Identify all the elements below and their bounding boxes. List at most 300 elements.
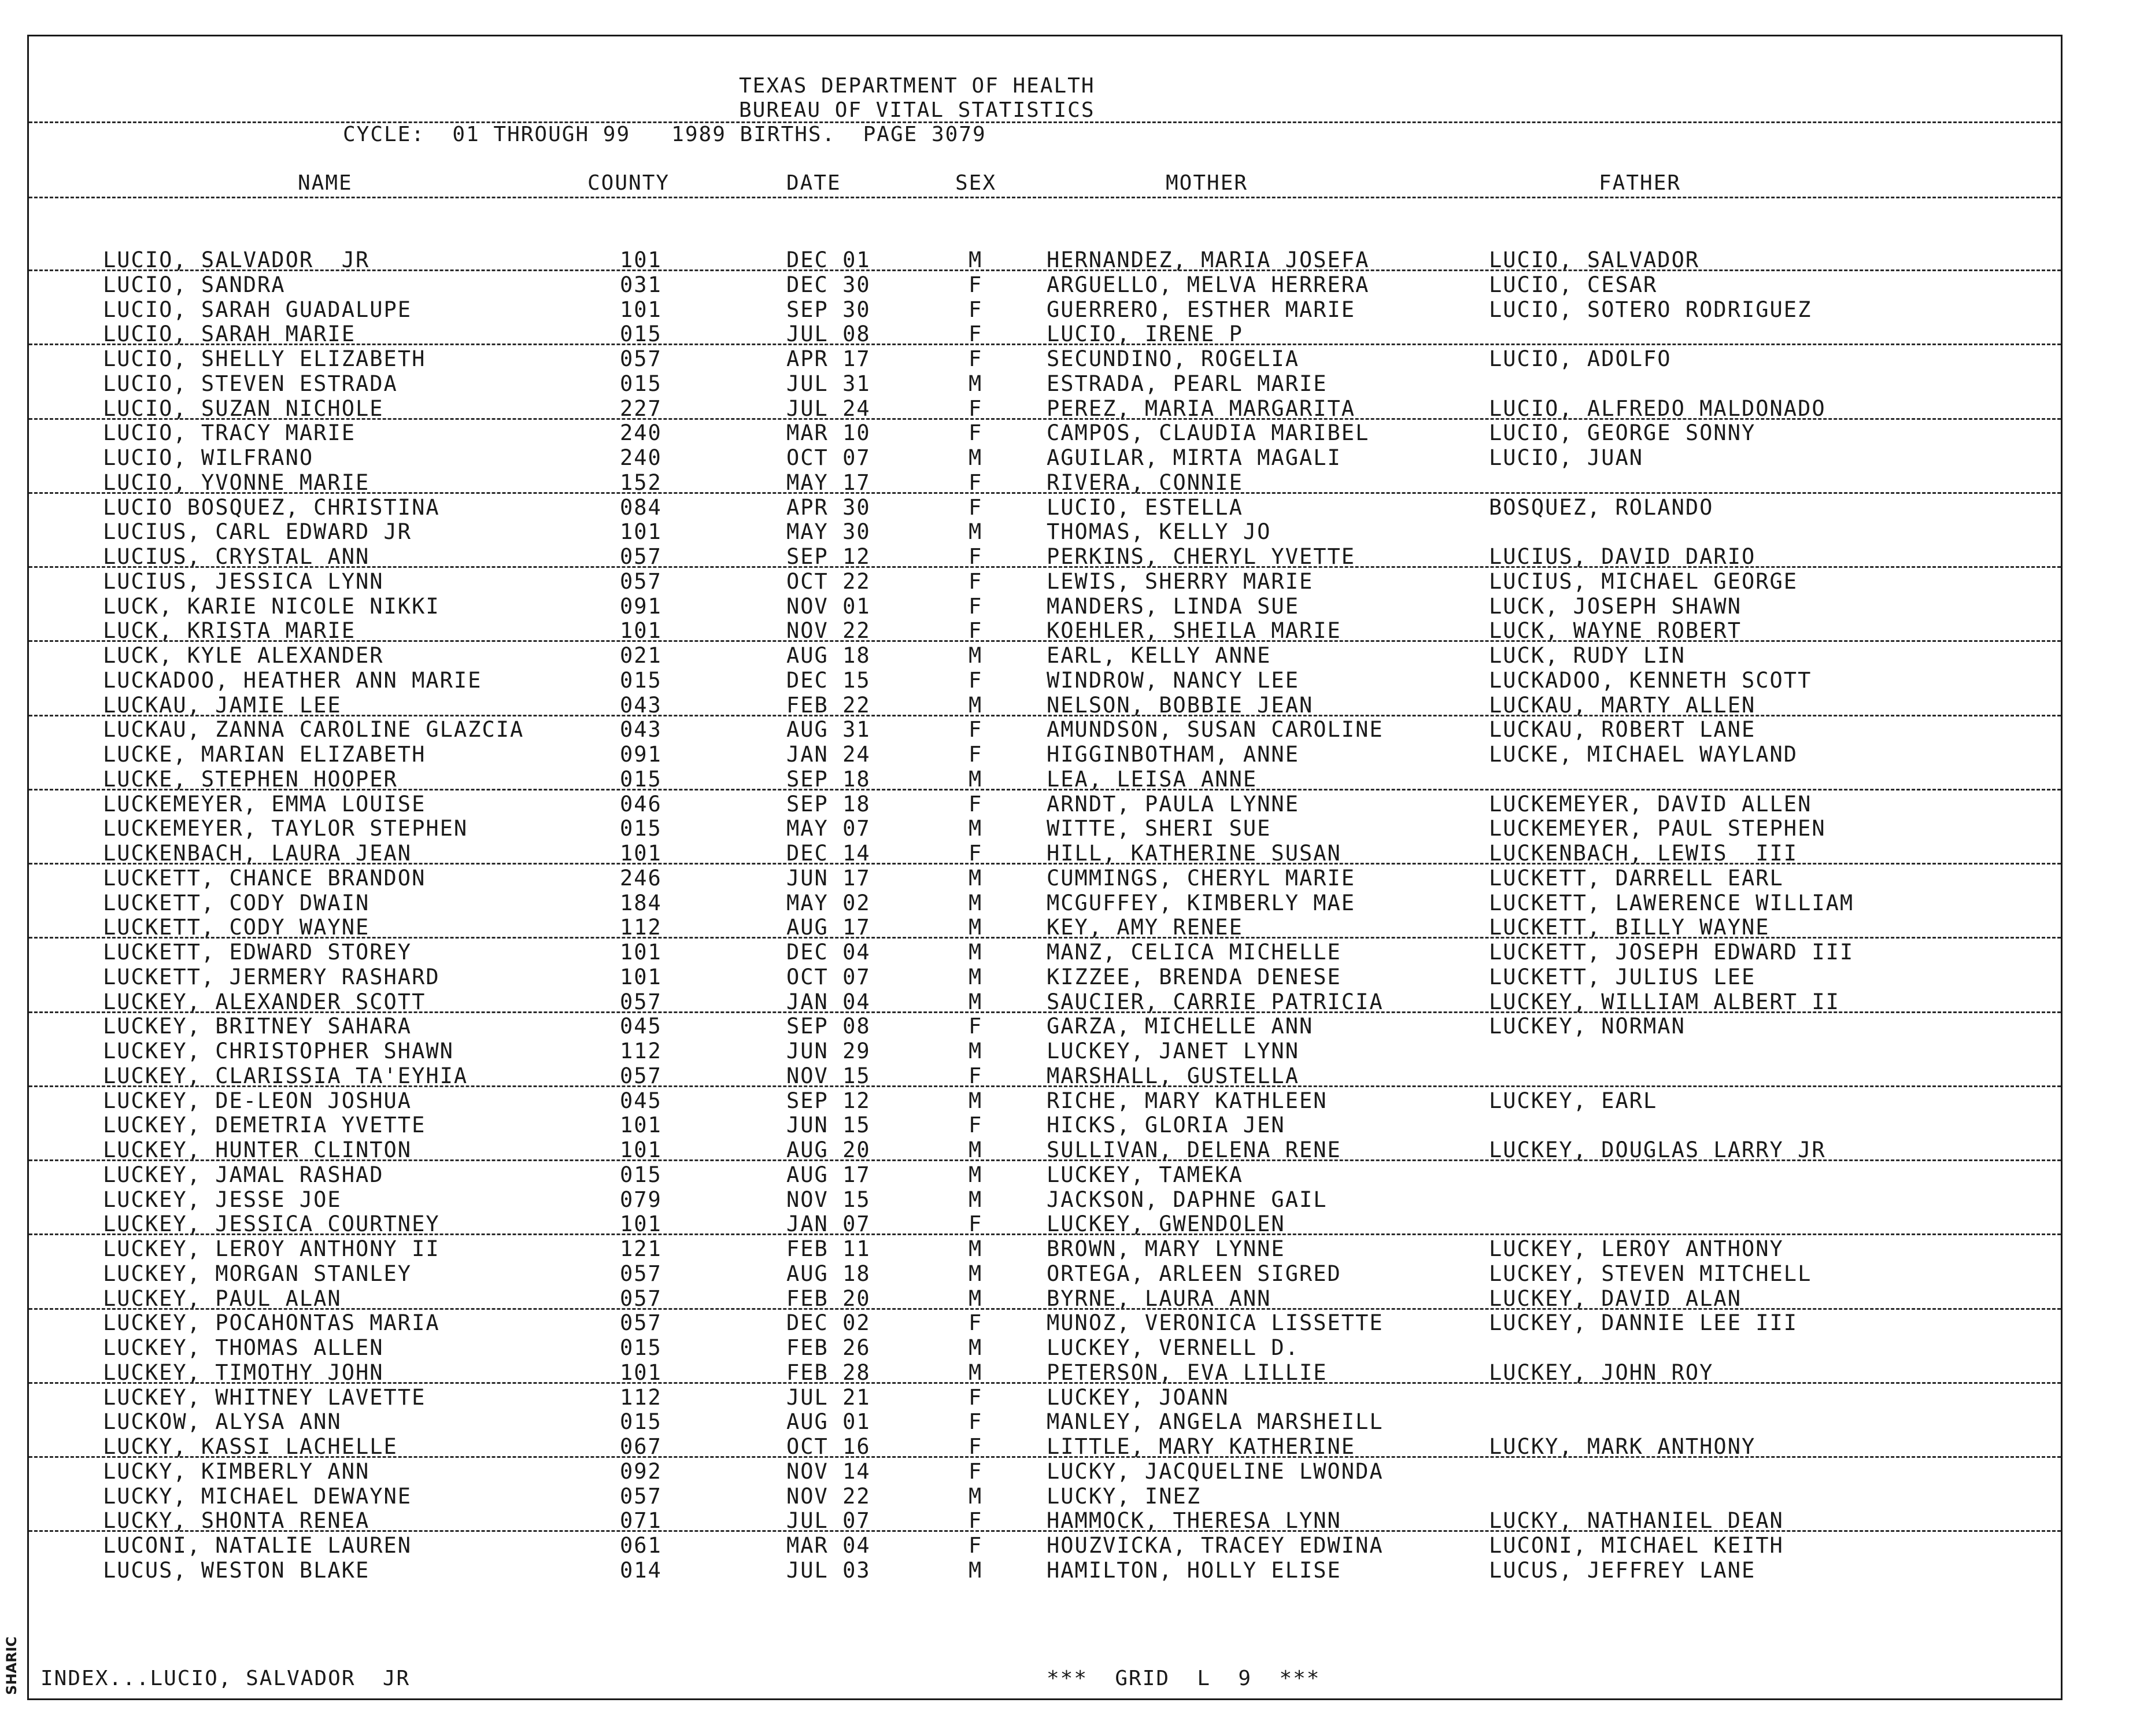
cell-sex: F bbox=[969, 544, 983, 569]
cell-mother: ARGUELLO, MELVA HERRERA bbox=[1047, 272, 1370, 297]
cell-sex: F bbox=[969, 1384, 983, 1410]
table-row bbox=[0, 420, 2129, 445]
table-row bbox=[0, 1335, 2129, 1360]
cell-date: JUL 03 bbox=[786, 1557, 871, 1583]
row-group-divider bbox=[29, 343, 2061, 345]
cell-county: 057 bbox=[620, 568, 662, 594]
table-row bbox=[0, 965, 2129, 989]
table-row bbox=[0, 1508, 2129, 1533]
table-row bbox=[0, 866, 2129, 891]
cell-sex: F bbox=[969, 618, 983, 644]
cell-sex: M bbox=[969, 1335, 983, 1360]
cell-date: NOV 14 bbox=[786, 1458, 871, 1484]
cell-sex: F bbox=[969, 322, 983, 347]
cell-father: LUCKENBACH, LEWIS III bbox=[1489, 841, 1798, 866]
column-header-name: NAME bbox=[298, 171, 353, 195]
cell-name: LUCKENBACH, LAURA JEAN bbox=[103, 841, 412, 866]
table-row bbox=[0, 915, 2129, 940]
row-group-divider bbox=[29, 269, 2061, 271]
table-row bbox=[0, 495, 2129, 520]
cell-county: 014 bbox=[620, 1557, 662, 1583]
cell-father: LUCIO, SALVADOR bbox=[1489, 248, 1700, 272]
cell-date: JUL 07 bbox=[786, 1508, 871, 1534]
table-row bbox=[0, 272, 2129, 297]
cell-name: LUCKEMEYER, EMMA LOUISE bbox=[103, 791, 426, 817]
cell-mother: MCGUFFEY, KIMBERLY MAE bbox=[1047, 890, 1356, 915]
cell-sex: F bbox=[969, 1434, 983, 1459]
cell-date: AUG 20 bbox=[786, 1137, 871, 1162]
cell-father: LUCIO, GEORGE SONNY bbox=[1489, 420, 1756, 446]
table-row bbox=[0, 396, 2129, 421]
cell-name: LUCIO BOSQUEZ, CHRISTINA bbox=[103, 494, 440, 520]
cell-date: JUL 31 bbox=[786, 371, 871, 396]
cell-name: LUCIUS, CARL EDWARD JR bbox=[103, 519, 412, 545]
cell-sex: F bbox=[969, 791, 983, 817]
cell-county: 015 bbox=[620, 667, 662, 693]
cell-father: LUCKE, MICHAEL WAYLAND bbox=[1489, 742, 1798, 767]
cell-mother: LUCKEY, VERNELL D. bbox=[1047, 1335, 1299, 1360]
cell-name: LUCK, KYLE ALEXANDER bbox=[103, 643, 384, 668]
cell-date: AUG 17 bbox=[786, 1162, 871, 1187]
cell-mother: PEREZ, MARIA MARGARITA bbox=[1047, 396, 1356, 421]
cell-name: LUCKEY, LEROY ANTHONY II bbox=[103, 1236, 440, 1261]
table-row bbox=[0, 767, 2129, 792]
table-row bbox=[0, 1533, 2129, 1558]
cell-county: 015 bbox=[620, 766, 662, 792]
cell-county: 015 bbox=[620, 1335, 662, 1360]
table-row bbox=[0, 1385, 2129, 1410]
cell-mother: AMUNDSON, SUSAN CAROLINE bbox=[1047, 717, 1384, 743]
cell-mother: EARL, KELLY ANNE bbox=[1047, 643, 1272, 668]
cell-sex: F bbox=[969, 1113, 983, 1138]
cell-name: LUCKEY, MORGAN STANLEY bbox=[103, 1261, 412, 1286]
table-row bbox=[0, 1187, 2129, 1212]
cell-date: JUL 21 bbox=[786, 1384, 871, 1410]
table-row bbox=[0, 1434, 2129, 1459]
cell-father: LUCKADOO, KENNETH SCOTT bbox=[1489, 667, 1812, 693]
cell-county: 057 bbox=[620, 544, 662, 569]
cell-sex: M bbox=[969, 445, 983, 470]
cell-name: LUCIO, TRACY MARIE bbox=[103, 420, 356, 446]
table-row bbox=[0, 1063, 2129, 1088]
cell-name: LUCKEY, PAUL ALAN bbox=[103, 1286, 342, 1311]
table-row bbox=[0, 841, 2129, 866]
cell-name: LUCKETT, CHANCE BRANDON bbox=[103, 865, 426, 891]
cell-sex: F bbox=[969, 272, 983, 297]
table-row bbox=[0, 569, 2129, 594]
cell-county: 084 bbox=[620, 494, 662, 520]
cell-father: LUCIUS, MICHAEL GEORGE bbox=[1489, 568, 1798, 594]
cell-sex: M bbox=[969, 1236, 983, 1261]
cell-county: 079 bbox=[620, 1187, 662, 1212]
cell-mother: CAMPOS, CLAUDIA MARIBEL bbox=[1047, 420, 1370, 446]
cell-father: LUCKETT, JULIUS LEE bbox=[1489, 964, 1756, 989]
cell-mother: ARNDT, PAULA LYNNE bbox=[1047, 791, 1299, 817]
cell-sex: F bbox=[969, 1211, 983, 1237]
cell-mother: MANZ, CELICA MICHELLE bbox=[1047, 940, 1341, 965]
cell-date: SEP 08 bbox=[786, 1014, 871, 1039]
cell-name: LUCKY, MICHAEL DEWAYNE bbox=[103, 1483, 412, 1509]
cell-county: 101 bbox=[620, 940, 662, 965]
cell-name: LUCKADOO, HEATHER ANN MARIE bbox=[103, 667, 482, 693]
cell-sex: M bbox=[969, 940, 983, 965]
cell-date: DEC 02 bbox=[786, 1310, 871, 1336]
cell-father: LUCKETT, BILLY WAYNE bbox=[1489, 915, 1770, 940]
cell-mother: CUMMINGS, CHERYL MARIE bbox=[1047, 865, 1356, 891]
cell-date: JUN 29 bbox=[786, 1039, 871, 1063]
cell-name: LUCKOW, ALYSA ANN bbox=[103, 1409, 342, 1435]
cell-name: LUCKAU, ZANNA CAROLINE GLAZCIA bbox=[103, 717, 524, 743]
cell-sex: F bbox=[969, 396, 983, 421]
cell-county: 112 bbox=[620, 1039, 662, 1063]
cell-sex: M bbox=[969, 519, 983, 545]
row-group-divider bbox=[29, 418, 2061, 420]
cell-sex: M bbox=[969, 816, 983, 841]
cell-mother: LITTLE, MARY KATHERINE bbox=[1047, 1434, 1356, 1459]
table-row bbox=[0, 1310, 2129, 1335]
cell-mother: RIVERA, CONNIE bbox=[1047, 470, 1243, 495]
cell-name: LUCIUS, CRYSTAL ANN bbox=[103, 544, 370, 569]
cell-sex: F bbox=[969, 841, 983, 866]
cell-name: LUCKE, MARIAN ELIZABETH bbox=[103, 742, 426, 767]
cell-father: LUCKEMEYER, DAVID ALLEN bbox=[1489, 791, 1812, 817]
cell-name: LUCKEY, TIMOTHY JOHN bbox=[103, 1360, 384, 1385]
cell-date: OCT 07 bbox=[786, 964, 871, 989]
cell-father: LUCKEMEYER, PAUL STEPHEN bbox=[1489, 816, 1826, 841]
cell-date: FEB 11 bbox=[786, 1236, 871, 1261]
cell-sex: F bbox=[969, 1063, 983, 1088]
cell-date: DEC 14 bbox=[786, 841, 871, 866]
table-row bbox=[0, 618, 2129, 643]
table-row bbox=[0, 322, 2129, 346]
row-group-divider bbox=[29, 640, 2061, 642]
table-row bbox=[0, 668, 2129, 693]
cell-county: 092 bbox=[620, 1458, 662, 1484]
cell-mother: MARSHALL, GUSTELLA bbox=[1047, 1063, 1299, 1088]
table-row bbox=[0, 1014, 2129, 1039]
cell-father: LUCIO, ALFREDO MALDONADO bbox=[1489, 396, 1826, 421]
cell-sex: F bbox=[969, 568, 983, 594]
cell-sex: F bbox=[969, 1014, 983, 1039]
cell-father: LUCKEY, LEROY ANTHONY bbox=[1489, 1236, 1784, 1261]
cell-sex: M bbox=[969, 890, 983, 915]
cell-father: LUCIUS, DAVID DARIO bbox=[1489, 544, 1756, 569]
cell-county: 067 bbox=[620, 1434, 662, 1459]
table-row bbox=[0, 891, 2129, 915]
header-title: TEXAS DEPARTMENT OF HEALTH bbox=[739, 74, 1095, 98]
cell-county: 240 bbox=[620, 445, 662, 470]
cell-date: OCT 07 bbox=[786, 445, 871, 470]
cell-county: 015 bbox=[620, 816, 662, 841]
table-row bbox=[0, 717, 2129, 742]
cell-mother: PETERSON, EVA LILLIE bbox=[1047, 1360, 1328, 1385]
cell-date: AUG 01 bbox=[786, 1409, 871, 1435]
column-header-divider bbox=[29, 197, 2061, 198]
cell-father: LUCKEY, WILLIAM ALBERT II bbox=[1489, 989, 1840, 1014]
row-group-divider bbox=[29, 715, 2061, 716]
cell-sex: M bbox=[969, 1162, 983, 1187]
cell-county: 101 bbox=[620, 1113, 662, 1138]
cell-sex: F bbox=[969, 593, 983, 619]
cell-date: SEP 12 bbox=[786, 544, 871, 569]
cell-mother: PERKINS, CHERYL YVETTE bbox=[1047, 544, 1356, 569]
cell-name: LUCKEY, HUNTER CLINTON bbox=[103, 1137, 412, 1162]
cell-date: DEC 15 bbox=[786, 667, 871, 693]
cell-county: 031 bbox=[620, 272, 662, 297]
table-row bbox=[0, 1558, 2129, 1583]
cell-name: LUCUS, WESTON BLAKE bbox=[103, 1557, 370, 1583]
cell-sex: F bbox=[969, 1508, 983, 1534]
cell-date: SEP 12 bbox=[786, 1088, 871, 1113]
table-row bbox=[0, 792, 2129, 817]
cell-father: BOSQUEZ, ROLANDO bbox=[1489, 494, 1714, 520]
table-row bbox=[0, 940, 2129, 965]
cell-mother: LEA, LEISA ANNE bbox=[1047, 766, 1258, 792]
header-cycle: CYCLE: 01 THROUGH 99 1989 BIRTHS. PAGE 3079 bbox=[343, 123, 986, 146]
row-group-divider bbox=[29, 863, 2061, 865]
cell-sex: F bbox=[969, 420, 983, 446]
cell-mother: LUCKY, JACQUELINE LWONDA bbox=[1047, 1458, 1384, 1484]
cell-date: DEC 01 bbox=[786, 248, 871, 272]
cell-date: SEP 18 bbox=[786, 791, 871, 817]
side-label: SHARIC bbox=[3, 1637, 20, 1695]
cell-father: LUCKEY, DAVID ALAN bbox=[1489, 1286, 1742, 1311]
cell-date: MAR 10 bbox=[786, 420, 871, 446]
cell-name: LUCKEY, DEMETRIA YVETTE bbox=[103, 1113, 426, 1138]
table-row bbox=[0, 643, 2129, 668]
cell-father: LUCK, RUDY LIN bbox=[1489, 643, 1686, 668]
cell-date: MAR 04 bbox=[786, 1533, 871, 1558]
cell-name: LUCIO, SARAH GUADALUPE bbox=[103, 297, 412, 322]
table-row bbox=[0, 693, 2129, 718]
cell-father: LUCKEY, DANNIE LEE III bbox=[1489, 1310, 1798, 1336]
cell-sex: M bbox=[969, 1286, 983, 1311]
cell-mother: KOEHLER, SHEILA MARIE bbox=[1047, 618, 1341, 644]
cell-mother: SULLIVAN, DELENA RENE bbox=[1047, 1137, 1341, 1162]
cell-name: LUCKETT, JERMERY RASHARD bbox=[103, 964, 440, 989]
cell-date: MAY 02 bbox=[786, 890, 871, 915]
column-header-father: FATHER bbox=[1599, 171, 1681, 195]
cell-mother: HIGGINBOTHAM, ANNE bbox=[1047, 742, 1299, 767]
cell-sex: M bbox=[969, 1360, 983, 1385]
cell-name: LUCKEY, BRITNEY SAHARA bbox=[103, 1014, 412, 1039]
cell-date: MAY 07 bbox=[786, 816, 871, 841]
cell-sex: M bbox=[969, 766, 983, 792]
cell-county: 057 bbox=[620, 1483, 662, 1509]
cell-county: 101 bbox=[620, 964, 662, 989]
table-row bbox=[0, 1039, 2129, 1063]
cell-county: 043 bbox=[620, 692, 662, 718]
cell-father: LUCONI, MICHAEL KEITH bbox=[1489, 1533, 1784, 1558]
cell-mother: HICKS, GLORIA JEN bbox=[1047, 1113, 1285, 1138]
cell-date: NOV 22 bbox=[786, 618, 871, 644]
cell-name: LUCKEY, JAMAL RASHAD bbox=[103, 1162, 384, 1187]
cell-date: DEC 04 bbox=[786, 940, 871, 965]
cell-mother: BROWN, MARY LYNNE bbox=[1047, 1236, 1285, 1261]
cell-sex: F bbox=[969, 346, 983, 371]
cell-name: LUCKEY, CLARISSIA TA'EYHIA bbox=[103, 1063, 468, 1088]
row-group-divider bbox=[29, 1011, 2061, 1013]
cell-mother: SAUCIER, CARRIE PATRICIA bbox=[1047, 989, 1384, 1014]
cell-county: 015 bbox=[620, 371, 662, 396]
cell-name: LUCIO, SANDRA bbox=[103, 272, 286, 297]
table-row bbox=[0, 445, 2129, 470]
cell-sex: M bbox=[969, 964, 983, 989]
table-row bbox=[0, 470, 2129, 495]
cell-county: 057 bbox=[620, 989, 662, 1014]
cell-county: 057 bbox=[620, 1310, 662, 1336]
cell-mother: HAMMOCK, THERESA LYNN bbox=[1047, 1508, 1341, 1534]
cell-mother: RICHE, MARY KATHLEEN bbox=[1047, 1088, 1328, 1113]
cell-date: FEB 22 bbox=[786, 692, 871, 718]
cell-father: LUCIO, CESAR bbox=[1489, 272, 1658, 297]
cell-name: LUCKY, KIMBERLY ANN bbox=[103, 1458, 370, 1484]
row-group-divider bbox=[29, 1530, 2061, 1532]
cell-mother: BYRNE, LAURA ANN bbox=[1047, 1286, 1272, 1311]
cell-name: LUCKEY, JESSE JOE bbox=[103, 1187, 342, 1212]
cell-name: LUCKEY, WHITNEY LAVETTE bbox=[103, 1384, 426, 1410]
row-group-divider bbox=[29, 492, 2061, 494]
cell-name: LUCKY, KASSI LACHELLE bbox=[103, 1434, 398, 1459]
cell-county: 061 bbox=[620, 1533, 662, 1558]
cell-date: FEB 20 bbox=[786, 1286, 871, 1311]
table-row bbox=[0, 1360, 2129, 1385]
cell-mother: NELSON, BOBBIE JEAN bbox=[1047, 692, 1314, 718]
column-header-date: DATE bbox=[786, 171, 841, 195]
cell-county: 101 bbox=[620, 1211, 662, 1237]
cell-county: 091 bbox=[620, 593, 662, 619]
row-group-divider bbox=[29, 566, 2061, 568]
table-row bbox=[0, 1261, 2129, 1286]
table-row bbox=[0, 1211, 2129, 1236]
cell-name: LUCKETT, CODY DWAIN bbox=[103, 890, 370, 915]
cell-county: 057 bbox=[620, 1261, 662, 1286]
cell-mother: GUERRERO, ESTHER MARIE bbox=[1047, 297, 1356, 322]
cell-mother: WITTE, SHERI SUE bbox=[1047, 816, 1272, 841]
cell-mother: HAMILTON, HOLLY ELISE bbox=[1047, 1557, 1341, 1583]
cell-county: 091 bbox=[620, 742, 662, 767]
cell-name: LUCK, KRISTA MARIE bbox=[103, 618, 356, 644]
cell-father: LUCK, WAYNE ROBERT bbox=[1489, 618, 1742, 644]
cell-mother: JACKSON, DAPHNE GAIL bbox=[1047, 1187, 1328, 1212]
cell-father: LUCKETT, DARRELL EARL bbox=[1489, 865, 1784, 891]
table-row bbox=[0, 544, 2129, 569]
cell-sex: M bbox=[969, 1039, 983, 1063]
cell-mother: AGUILAR, MIRTA MAGALI bbox=[1047, 445, 1341, 470]
cell-sex: M bbox=[969, 1137, 983, 1162]
table-row bbox=[0, 1113, 2129, 1137]
table-row bbox=[0, 248, 2129, 272]
cell-name: LUCONI, NATALIE LAUREN bbox=[103, 1533, 412, 1558]
cell-mother: GARZA, MICHELLE ANN bbox=[1047, 1014, 1314, 1039]
cell-sex: F bbox=[969, 1533, 983, 1558]
cell-date: JUL 24 bbox=[786, 396, 871, 421]
cell-date: DEC 30 bbox=[786, 272, 871, 297]
cell-county: 015 bbox=[620, 1409, 662, 1435]
cell-sex: F bbox=[969, 717, 983, 743]
cell-sex: F bbox=[969, 742, 983, 767]
cell-mother: KEY, AMY RENEE bbox=[1047, 915, 1243, 940]
cell-county: 152 bbox=[620, 470, 662, 495]
cell-date: AUG 18 bbox=[786, 643, 871, 668]
cell-date: NOV 15 bbox=[786, 1063, 871, 1088]
cell-date: JUL 08 bbox=[786, 322, 871, 347]
cell-sex: M bbox=[969, 643, 983, 668]
table-row bbox=[0, 1459, 2129, 1484]
row-group-divider bbox=[29, 1085, 2061, 1087]
cell-father: LUCKEY, STEVEN MITCHELL bbox=[1489, 1261, 1812, 1286]
row-group-divider bbox=[29, 937, 2061, 939]
cell-county: 045 bbox=[620, 1088, 662, 1113]
cell-mother: MANLEY, ANGELA MARSHEILL bbox=[1047, 1409, 1384, 1435]
cell-name: LUCKETT, EDWARD STOREY bbox=[103, 940, 412, 965]
cell-date: JAN 04 bbox=[786, 989, 871, 1014]
cell-date: NOV 01 bbox=[786, 593, 871, 619]
cell-date: OCT 16 bbox=[786, 1434, 871, 1459]
row-group-divider bbox=[29, 1233, 2061, 1235]
cell-father: LUCKEY, JOHN ROY bbox=[1489, 1360, 1714, 1385]
cell-name: LUCIO, SUZAN NICHOLE bbox=[103, 396, 384, 421]
cell-mother: WINDROW, NANCY LEE bbox=[1047, 667, 1299, 693]
table-row bbox=[0, 1236, 2129, 1261]
cell-father: LUCIO, ADOLFO bbox=[1489, 346, 1672, 371]
cell-date: FEB 26 bbox=[786, 1335, 871, 1360]
cell-father: LUCKETT, JOSEPH EDWARD III bbox=[1489, 940, 1854, 965]
cell-date: JAN 07 bbox=[786, 1211, 871, 1237]
cell-county: 043 bbox=[620, 717, 662, 743]
cell-county: 101 bbox=[620, 1360, 662, 1385]
cell-county: 112 bbox=[620, 1384, 662, 1410]
cell-date: APR 30 bbox=[786, 494, 871, 520]
cell-date: MAY 17 bbox=[786, 470, 871, 495]
cell-sex: M bbox=[969, 1088, 983, 1113]
cell-date: APR 17 bbox=[786, 346, 871, 371]
header-bureau: BUREAU OF VITAL STATISTICS bbox=[739, 98, 1095, 122]
cell-sex: M bbox=[969, 1483, 983, 1509]
cell-mother: MANDERS, LINDA SUE bbox=[1047, 593, 1299, 619]
table-row bbox=[0, 519, 2129, 544]
cell-mother: LUCKEY, JOANN bbox=[1047, 1384, 1229, 1410]
row-group-divider bbox=[29, 1456, 2061, 1458]
cell-mother: MUNOZ, VERONICA LISSETTE bbox=[1047, 1310, 1384, 1336]
cell-date: NOV 22 bbox=[786, 1483, 871, 1509]
column-header-county: COUNTY bbox=[587, 171, 670, 195]
cell-date: SEP 18 bbox=[786, 766, 871, 792]
table-row bbox=[0, 816, 2129, 841]
table-row bbox=[0, 1137, 2129, 1162]
cell-date: SEP 30 bbox=[786, 297, 871, 322]
cell-father: LUCKEY, NORMAN bbox=[1489, 1014, 1686, 1039]
cell-name: LUCKY, SHONTA RENEA bbox=[103, 1508, 370, 1534]
cell-father: LUCK, JOSEPH SHAWN bbox=[1489, 593, 1742, 619]
row-group-divider bbox=[29, 789, 2061, 791]
cell-county: 227 bbox=[620, 396, 662, 421]
cell-mother: HILL, KATHERINE SUSAN bbox=[1047, 841, 1341, 866]
cell-county: 021 bbox=[620, 643, 662, 668]
table-row bbox=[0, 371, 2129, 396]
cell-name: LUCIO, YVONNE MARIE bbox=[103, 470, 370, 495]
cell-mother: ORTEGA, ARLEEN SIGRED bbox=[1047, 1261, 1341, 1286]
cell-name: LUCIO, SARAH MARIE bbox=[103, 322, 356, 347]
cell-mother: LUCKEY, JANET LYNN bbox=[1047, 1039, 1299, 1063]
footer-grid: *** GRID L 9 *** bbox=[1047, 1667, 1321, 1690]
cell-father: LUCKEY, EARL bbox=[1489, 1088, 1658, 1113]
column-header-mother: MOTHER bbox=[1166, 171, 1248, 195]
cell-name: LUCKEY, POCAHONTAS MARIA bbox=[103, 1310, 440, 1336]
cell-name: LUCKEY, JESSICA COURTNEY bbox=[103, 1211, 440, 1237]
cell-date: JUN 15 bbox=[786, 1113, 871, 1138]
cell-mother: HERNANDEZ, MARIA JOSEFA bbox=[1047, 248, 1370, 272]
